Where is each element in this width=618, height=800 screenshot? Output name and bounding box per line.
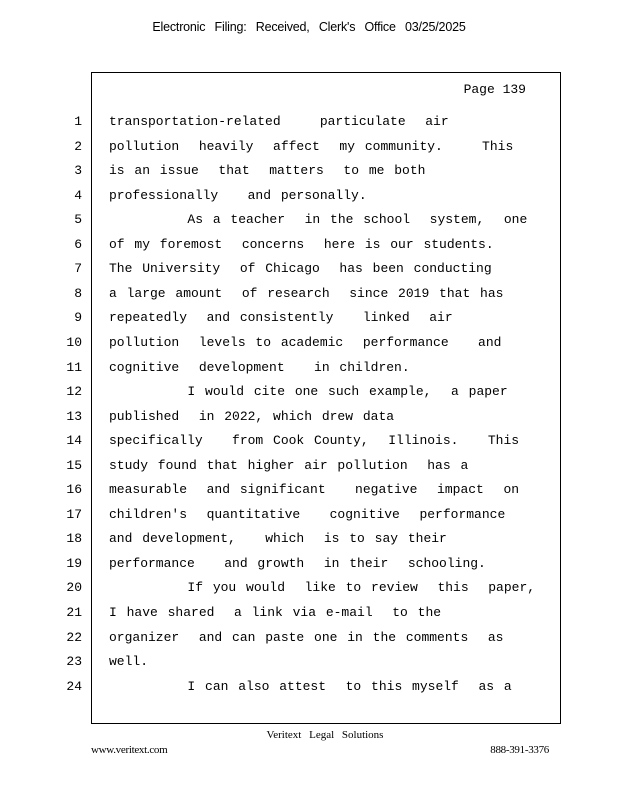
line-number: 1 — [74, 114, 82, 129]
line-number: 6 — [74, 237, 82, 252]
transcript-line: cognitive development in children. — [109, 360, 410, 375]
transcript-line: If you would like to review this paper, — [109, 580, 536, 595]
footer-website: www.veritext.com — [91, 744, 168, 756]
line-number: 2 — [74, 139, 82, 154]
transcript-line: of my foremost concerns here is our students. — [109, 237, 494, 252]
line-number: 13 — [66, 409, 82, 424]
line-number: 21 — [66, 605, 82, 620]
line-number: 11 — [66, 360, 82, 375]
line-number: 23 — [66, 654, 82, 669]
line-number: 15 — [66, 458, 82, 473]
line-number: 5 — [74, 212, 82, 227]
line-number: 16 — [66, 482, 82, 497]
transcript-line: I can also attest to this myself as a — [109, 679, 512, 694]
transcript-line: children's quantitative cognitive performance — [109, 507, 506, 522]
transcript-line: published in 2022, which drew data — [109, 409, 395, 424]
line-number: 19 — [66, 556, 82, 571]
line-number: 24 — [66, 679, 82, 694]
transcript-line: and development, which is to say their — [109, 531, 447, 546]
line-number: 10 — [66, 335, 82, 350]
transcript-line: a large amount of research since 2019 that has — [109, 286, 504, 301]
transcript-line: pollution heavily affect my community. This — [109, 139, 514, 154]
line-number: 8 — [74, 286, 82, 301]
line-number: 20 — [66, 580, 82, 595]
transcript-line: study found that higher air pollution has a — [109, 458, 469, 473]
transcript-line: well. — [109, 654, 149, 669]
footer-company: Veritext Legal Solutions — [266, 729, 384, 741]
line-number: 14 — [66, 433, 82, 448]
transcript-line: measurable and significant negative impact on — [109, 482, 520, 497]
transcript-line: transportation-related particulate air — [109, 114, 449, 129]
page-number: Page 139 — [463, 82, 526, 97]
transcript-line: specifically from Cook County, Illinois. This — [109, 433, 520, 448]
transcript-line: As a teacher in the school system, one — [109, 212, 528, 227]
line-number: 7 — [74, 261, 82, 276]
filing-stamp: Electronic Filing: Received, Clerk's Office 03/25/2025 — [152, 20, 466, 34]
transcript-line: repeatedly and consistently linked air — [109, 310, 453, 325]
line-number: 3 — [74, 163, 82, 178]
transcript-line: I would cite one such example, a paper — [109, 384, 508, 399]
line-number: 9 — [74, 310, 82, 325]
transcript-line: I have shared a link via e-mail to the — [109, 605, 442, 620]
transcript-line: pollution levels to academic performance and — [109, 335, 502, 350]
line-number: 22 — [66, 630, 82, 645]
footer-phone: 888-391-3376 — [490, 744, 549, 756]
transcript-line: The University of Chicago has been conducting — [109, 261, 492, 276]
line-number: 18 — [66, 531, 82, 546]
line-number: 12 — [66, 384, 82, 399]
transcript-line: professionally and personally. — [109, 188, 367, 203]
transcript-line: organizer and can paste one in the comments as — [109, 630, 504, 645]
transcript-line: performance and growth in their schooling. — [109, 556, 486, 571]
transcript-line: is an issue that matters to me both — [109, 163, 426, 178]
line-number: 4 — [74, 188, 82, 203]
line-number: 17 — [66, 507, 82, 522]
